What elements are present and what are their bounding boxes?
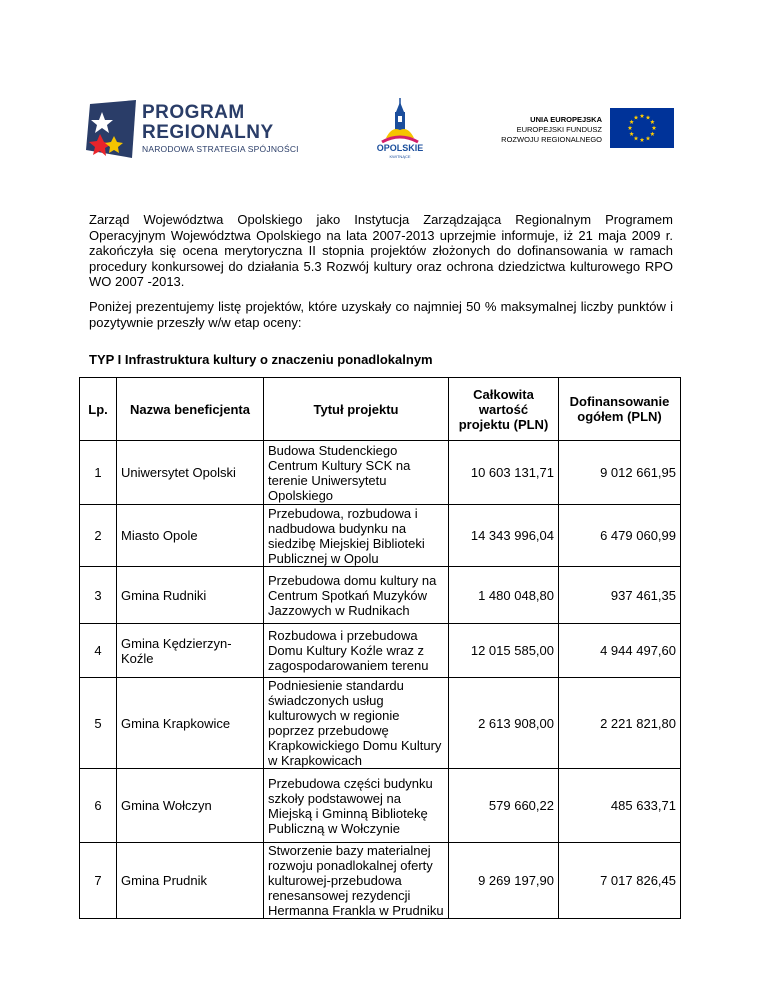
cell-lp: 1 [80, 441, 117, 505]
cell-title: Przebudowa części budynku szkoły podstawowej na Miejską i Gminną Bibliotekę Publiczną w Wołczynie [264, 769, 449, 843]
cell-lp: 6 [80, 769, 117, 843]
cell-funding: 7 017 826,45 [559, 843, 681, 919]
eu-line-1: UNIA EUROPEJSKA [530, 115, 602, 124]
cell-lp: 7 [80, 843, 117, 919]
program-regionalny-logo [84, 98, 299, 162]
cell-funding: 2 221 821,80 [559, 678, 681, 769]
cell-funding: 4 944 497,60 [559, 624, 681, 678]
header-beneficiary: Nazwa beneficjenta [117, 378, 264, 441]
section-heading: TYP I Infrastruktura kultury o znaczeniu ponadlokalnym [89, 352, 433, 367]
opolskie-tagline: KWITNĄCE [389, 154, 411, 159]
intro-paragraph-1: Zarząd Województwa Opolskiego jako Instytucja Zarządzająca Regionalnym Programem Operacyjnym Województwa Opolskiego na lata 2007-2013 uprzejmie informuje, iż 21 maja 2009 r. zakończyła się ocena merytoryczna II stopnia projektów złożonych do dofinansowania w ramach procedury konkursowej do działania 5.3 Rozwój kultury oraz ochrona dziedzictwa kulturowego RPO WO 2007 -2013. [89, 212, 673, 289]
cell-lp: 5 [80, 678, 117, 769]
cell-beneficiary: Gmina Prudnik [117, 843, 264, 919]
table-row [80, 567, 681, 624]
program-line-2: REGIONALNY [142, 122, 274, 143]
cell-title: Przebudowa domu kultury na Centrum Spotkań Muzyków Jazzowych w Rudnikach [264, 567, 449, 624]
cell-lp: 2 [80, 505, 117, 567]
cell-beneficiary: Miasto Opole [117, 505, 264, 567]
table-row [80, 624, 681, 678]
eu-fund-caption [470, 115, 602, 145]
header-title: Tytuł projektu [264, 378, 449, 441]
opolskie-logo [372, 96, 428, 168]
intro-paragraph-2: Poniżej prezentujemy listę projektów, które uzyskały co najmniej 50 % maksymalnej liczby punktów i pozytywnie przeszły w/w etap oceny: [89, 299, 673, 330]
cell-total: 579 660,22 [449, 769, 559, 843]
cell-title: Rozbudowa i przebudowa Domu Kultury Koźle wraz z zagospodarowaniem terenu [264, 624, 449, 678]
table-header-row [80, 378, 681, 441]
cell-funding: 485 633,71 [559, 769, 681, 843]
projects-table [79, 377, 681, 919]
header-funding: Dofinansowanie ogółem (PLN) [559, 378, 681, 441]
cell-total: 2 613 908,00 [449, 678, 559, 769]
cell-beneficiary: Gmina Wołczyn [117, 769, 264, 843]
cell-lp: 4 [80, 624, 117, 678]
cell-total: 1 480 048,80 [449, 567, 559, 624]
cell-total: 10 603 131,71 [449, 441, 559, 505]
opolskie-name: OPOLSKIE [376, 143, 424, 153]
cell-beneficiary: Gmina Rudniki [117, 567, 264, 624]
program-line-1: PROGRAM [142, 102, 245, 123]
cell-beneficiary: Uniwersytet Opolski [117, 441, 264, 505]
eu-flag-icon [610, 108, 674, 148]
cell-beneficiary: Gmina Kędzierzyn-Koźle [117, 624, 264, 678]
eu-line-2: EUROPEJSKI FUNDUSZ [516, 125, 602, 134]
cell-beneficiary: Gmina Krapkowice [117, 678, 264, 769]
cell-total: 9 269 197,90 [449, 843, 559, 919]
cell-funding: 9 012 661,95 [559, 441, 681, 505]
cell-total: 14 343 996,04 [449, 505, 559, 567]
table-row [80, 505, 681, 567]
table-row [80, 441, 681, 505]
header-total: Całkowita wartość projektu (PLN) [449, 378, 559, 441]
opolskie-tower-icon [372, 96, 428, 144]
cell-total: 12 015 585,00 [449, 624, 559, 678]
program-regionalny-emblem-icon [84, 98, 140, 162]
cell-lp: 3 [80, 567, 117, 624]
table-row [80, 843, 681, 919]
cell-title: Budowa Studenckiego Centrum Kultury SCK na terenie Uniwersytetu Opolskiego [264, 441, 449, 505]
cell-funding: 6 479 060,99 [559, 505, 681, 567]
cell-funding: 937 461,35 [559, 567, 681, 624]
table-row [80, 678, 681, 769]
cell-title: Podniesienie standardu świadczonych usług kulturowych w regionie poprzez przebudowę Krapkowickiego Domu Kultury w Krapkowicach [264, 678, 449, 769]
cell-title: Stworzenie bazy materialnej rozwoju ponadlokalnej oferty kulturowej-przebudowa renesansowej rezydencji Hermanna Frankla w Prudniku [264, 843, 449, 919]
header-lp: Lp. [80, 378, 117, 441]
table-row [80, 769, 681, 843]
cell-title: Przebudowa, rozbudowa i nadbudowa budynku na siedzibę Miejskiej Biblioteki Publicznej w Opolu [264, 505, 449, 567]
program-line-3: NARODOWA STRATEGIA SPÓJNOŚCI [142, 144, 299, 154]
eu-line-3: ROZWOJU REGIONALNEGO [501, 135, 602, 144]
